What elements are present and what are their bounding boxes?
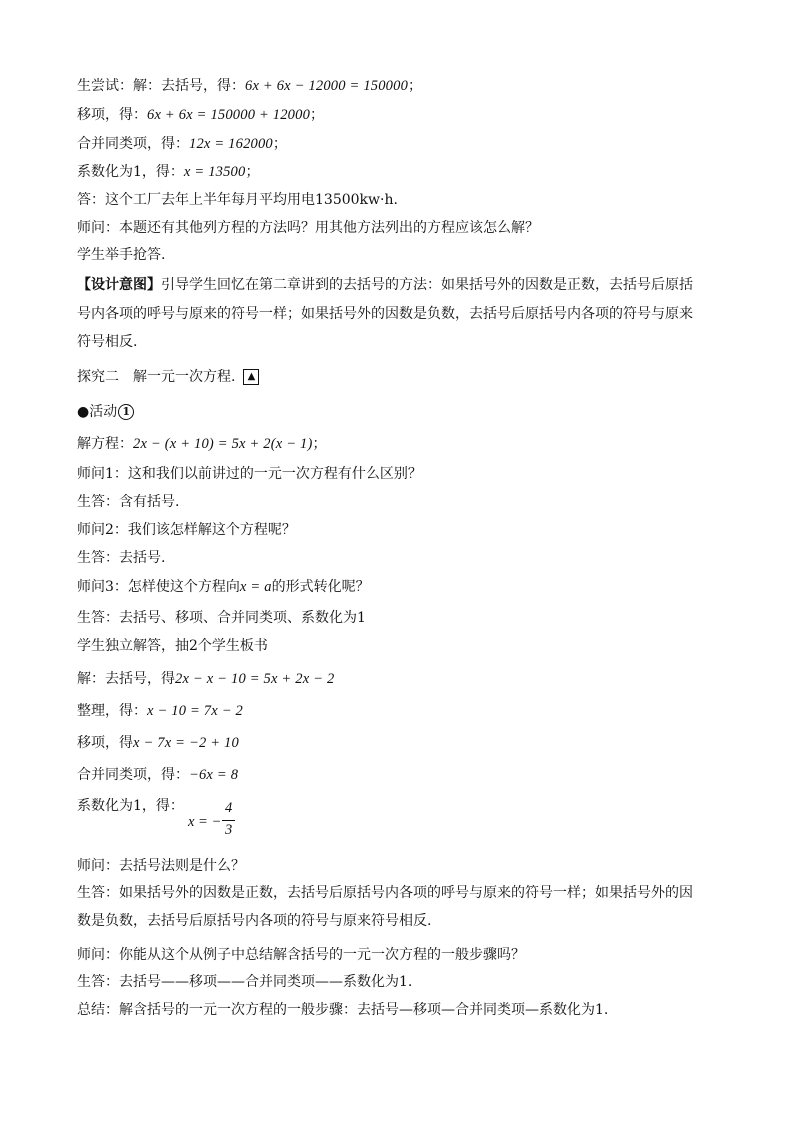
line-combine [77, 135, 287, 153]
line-answer: 答：这个工厂去年上半年每月平均用电13500kw·h. [77, 192, 398, 208]
equation: 2x − (x + 10) = 5x + 2(x − 1) [133, 436, 313, 452]
line-text: 合并同类项，得： [77, 767, 189, 783]
line-tail: 的形式转化呢？ [271, 579, 370, 595]
activity-heading [77, 403, 134, 421]
line-question-1: 师问1：这和我们以前讲过的一元一次方程有什么区别？ [77, 466, 422, 482]
fraction-denominator: 3 [225, 822, 233, 838]
equation: 6x + 6x = 150000 + 12000 [147, 107, 311, 123]
line-transpose [77, 106, 324, 124]
fraction-bar [222, 820, 235, 821]
equation: 6x + 6x − 12000 = 150000 [245, 78, 409, 94]
line-text: 移项，得 [77, 735, 133, 751]
line-question-3 [77, 578, 370, 596]
line-step-combine [77, 766, 238, 784]
line-rule-answer-2: 数是负数，去括号后原括号内各项的符号与原来符号相反. [77, 913, 432, 929]
line-tail: ； [245, 164, 260, 180]
fraction-lhs: x = − [188, 814, 222, 830]
line-text: 系数化为1，得： [77, 164, 184, 180]
equation: 2x − x − 10 = 5x + 2x − 2 [175, 671, 335, 687]
line-answer-2: 生答：去括号. [77, 550, 166, 566]
line-text: 整理，得： [77, 703, 147, 719]
line-tail: ； [408, 78, 423, 94]
activity-label: ●活动 [77, 404, 118, 420]
equation: 12x = 162000 [189, 136, 273, 152]
line-rule-question: 师问：去括号法则是什么？ [77, 858, 245, 874]
equation: x = a [239, 579, 272, 595]
line-design-intent-2: 号内各项的呼号与原来的符号一样；如果括号外的因数是负数，去括号后原括号内各项的符号与原来 [77, 306, 693, 322]
circled-number-icon: 1 [118, 404, 134, 420]
line-coefficient [77, 163, 259, 181]
line-summary: 总结：解含括号的一元一次方程的一般步骤：去括号—移项—合并同类项—系数化为1. [77, 1002, 609, 1018]
line-text: 引导学生回忆在第二章讲到的去括号的方法：如果括号外的因数是正数，去括号后原括 [161, 277, 693, 293]
line-text: 移项，得： [77, 107, 147, 123]
line-tail: ； [272, 136, 287, 152]
line-tail: ； [312, 436, 327, 452]
line-students-answer: 学生举手抢答. [77, 247, 166, 263]
line-rule-answer: 生答：如果括号外的因数是正数，去括号后原括号内各项的呼号与原来的符号一样；如果括号外的因 [77, 885, 693, 901]
line-tail: ； [310, 107, 325, 123]
equation: −6x = 8 [189, 767, 239, 783]
line-try-solve [77, 77, 422, 95]
line-text: 解方程： [77, 436, 133, 452]
line-question-2: 师问2：我们该怎样解这个方程呢？ [77, 522, 296, 538]
line-independent: 学生独立解答，抽2个学生板书 [77, 638, 268, 654]
equation: x = 13500 [183, 164, 246, 180]
line-text: 师问3：怎样使这个方程向 [77, 579, 240, 595]
line-steps-answer: 生答：去括号——移项——合并同类项——系数化为1. [77, 974, 413, 990]
equation: x − 10 = 7x − 2 [147, 703, 243, 719]
section-title: 探究二 解一元一次方程. [77, 369, 236, 385]
line-teacher-question: 师问：本题还有其他列方程的方法吗？用其他方法列出的方程应该怎么解？ [77, 220, 539, 236]
line-steps-question: 师问：你能从这个从例子中总结解含括号的一元一次方程的一般步骤吗？ [77, 947, 525, 963]
line-text: 生尝试：解：去括号，得： [77, 78, 245, 94]
line-answer-1: 生答：含有括号. [77, 494, 180, 510]
line-step-transpose [77, 734, 239, 752]
line-solve-equation [77, 435, 327, 453]
line-step-expand [77, 670, 334, 688]
line-text: 解：去括号，得 [77, 671, 175, 687]
equation: x − 7x = −2 + 10 [133, 735, 239, 751]
line-text: 合并同类项，得： [77, 136, 189, 152]
design-intent-label: 【设计意图】 [77, 277, 161, 293]
line-step-organize [77, 702, 243, 720]
triangle-icon[interactable]: ▲ [243, 369, 259, 385]
fraction-numerator: 4 [225, 800, 233, 816]
line-answer-3: 生答：去括号、移项、合并同类项、系数化为1 [77, 610, 366, 626]
section-heading [77, 368, 259, 386]
line-step-coefficient: 系数化为1，得： [77, 798, 184, 814]
line-design-intent-3: 符号相反. [77, 334, 138, 350]
line-design-intent [77, 276, 693, 294]
